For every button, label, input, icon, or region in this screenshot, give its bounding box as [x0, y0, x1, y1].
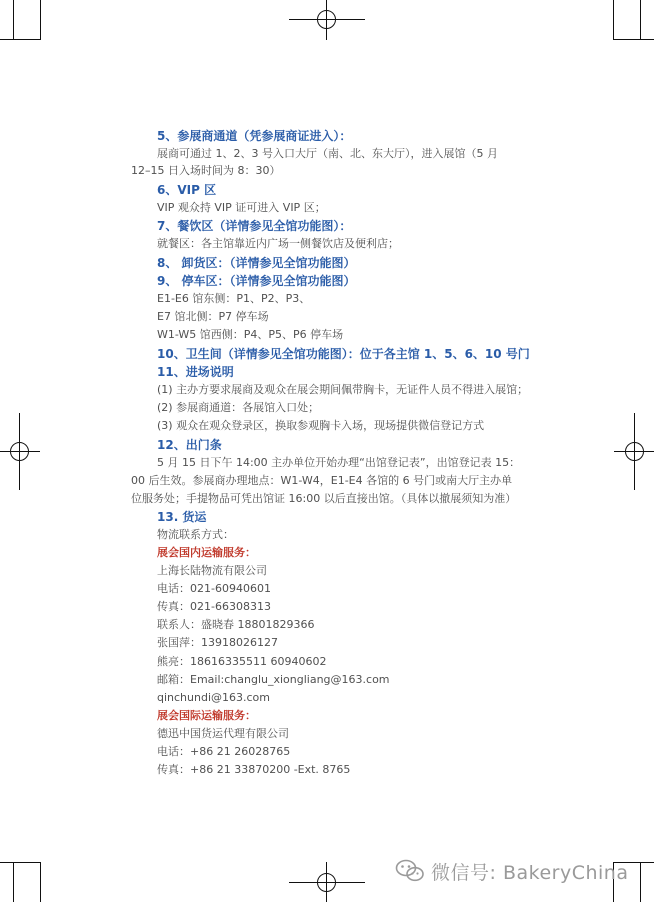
- registration-mark-left: [0, 413, 40, 490]
- registration-mark-top: [289, 0, 365, 40]
- body-line: 传真：+86 21 33870200 -Ext. 8765: [157, 763, 351, 776]
- section-heading: 13. 货运: [157, 510, 207, 524]
- registration-mark-right: [614, 413, 654, 490]
- body-line: 位服务处；手提物品可凭出馆证 16:00 以后直接出馆。（具体以撤展须知为准）: [131, 492, 517, 505]
- section-heading: 6、VIP 区: [157, 183, 217, 197]
- section-heading: 9、 停车区：（详情参见全馆功能图）: [157, 274, 356, 288]
- service-heading: 展会国内运输服务：: [157, 546, 256, 559]
- body-line: E7 馆北侧：P7 停车场: [157, 310, 269, 323]
- body-line: 张国萍：13918026127: [157, 636, 278, 649]
- section-heading: 5、参展商通道（凭参展商证进入）：: [157, 129, 352, 143]
- body-line: 熊亮：18616335511 60940602: [157, 655, 327, 668]
- section-heading: 11、进场说明: [157, 365, 234, 379]
- body-line: E1-E6 馆东侧：P1、P2、P3、: [157, 292, 311, 305]
- body-line: 12–15 日入场时间为 8：30）: [131, 164, 281, 177]
- body-line: 5 月 15 日下午 14:00 主办单位开始办理“出馆登记表”，出馆登记表 15：: [157, 456, 521, 469]
- body-line: (1) 主办方要求展商及观众在展会期间佩带胸卡，无证件人员不得进入展馆；: [157, 383, 529, 396]
- registration-mark-bottom: [289, 862, 365, 902]
- body-line: 就餐区：各主馆靠近内广场一侧餐饮店及便利店；: [157, 237, 399, 250]
- body-line: VIP 观众持 VIP 证可进入 VIP 区；: [157, 201, 326, 214]
- body-line: (2) 参展商通道：各展馆入口处；: [157, 401, 320, 414]
- body-line: 展商可通过 1、2、3 号入口大厅（南、北、东大厅），进入展馆（5 月: [157, 147, 498, 160]
- body-line: 邮箱：Email:changlu_xiongliang@163.com: [157, 673, 390, 686]
- watermark: [395, 856, 628, 886]
- section-heading: 10、卫生间（详情参见全馆功能图）：位于各主馆 1、5、6、10 号门: [157, 347, 530, 361]
- section-heading: 8、 卸货区：（详情参见全馆功能图）: [157, 256, 356, 270]
- body-line: 物流联系方式：: [157, 528, 234, 541]
- service-heading: 展会国际运输服务：: [157, 709, 256, 722]
- body-line: qinchundi@163.com: [157, 691, 270, 704]
- body-line: (3) 观众在观众登录区，换取参观胸卡入场，现场提供微信登记方式: [157, 419, 485, 432]
- section-heading: 12、出门条: [157, 438, 222, 452]
- body-line: 上海长陆物流有限公司: [157, 564, 267, 577]
- body-line: 00 后生效。参展商办理地点：W1-W4，E1-E4 各馆的 6 号门或南大厅主办单: [131, 474, 513, 487]
- wechat-icon: [395, 858, 425, 884]
- body-line: 电话：+86 21 26028765: [157, 745, 291, 758]
- section-heading: 7、餐饮区（详情参见全馆功能图）：: [157, 219, 352, 233]
- body-line: 电话：021-60940601: [157, 582, 271, 595]
- body-line: 德迅中国货运代理有限公司: [157, 727, 289, 740]
- watermark-text: 微信号: BakeryChina: [431, 861, 629, 884]
- body-line: 联系人：盛晓春 18801829366: [157, 618, 315, 631]
- body-line: 传真：021-66308313: [157, 600, 271, 613]
- body-line: W1-W5 馆西侧：P4、P5、P6 停车场: [157, 328, 344, 341]
